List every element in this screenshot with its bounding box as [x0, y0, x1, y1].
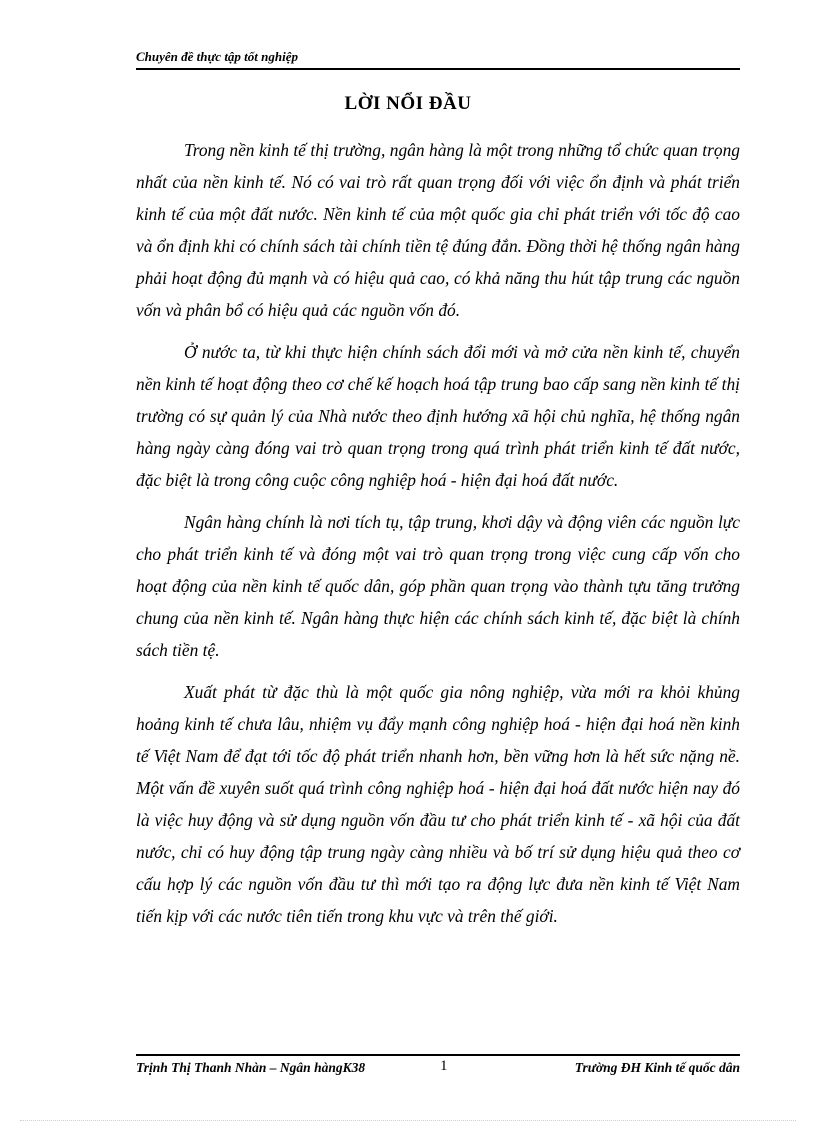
- paragraph: Ở nước ta, từ khi thực hiện chính sách đổi mới và mở cửa nền kinh tế, chuyển nền kinh tế hoạt động theo cơ chế kế hoạch hoá tập trung bao cấp sang nền kinh tế thị trường có sự quản lý của Nhà nước theo định hướng xã hội chủ nghĩa, hệ thống ngân hàng ngày càng đóng vai trò quan trọng trong quá trình phát triển kinh tế đất nước, đặc biệt là trong công cuộc công nghiệp hoá - hiện đại hoá đất nước.: [136, 342, 740, 490]
- footer-school: Trường ĐH Kinh tế quốc dân: [574, 1060, 740, 1075]
- document-body: [136, 134, 740, 942]
- paragraph: Ngân hàng chính là nơi tích tụ, tập trung, khơi dậy và động viên các nguồn lực cho phát triển kinh tế và đóng một vai trò quan trọng trong việc cung cấp vốn cho hoạt động của nền kinh tế quốc dân, góp phần quan trọng vào thành tựu tăng trưởng chung của nền kinh tế. Ngân hàng thực hiện các chính sách kinh tế, đặc biệt là chính sách tiền tệ.: [136, 512, 740, 660]
- page-footer: [136, 1054, 740, 1080]
- header-title: Chuyên đề thực tập tốt nghiệp: [136, 49, 298, 64]
- footer-author: Trịnh Thị Thanh Nhàn – Ngân hàngK38: [136, 1060, 366, 1075]
- paragraph: Xuất phát từ đặc thù là một quốc gia nông nghiệp, vừa mới ra khỏi khủng hoảng kinh tế chưa lâu, nhiệm vụ đẩy mạnh công nghiệp hoá - hiện đại hoá nền kinh tế Việt Nam để đạt tới tốc độ phát triển nhanh hơn, bền vững hơn là hết sức nặng nề. Một vấn đề xuyên suốt quá trình công nghiệp hoá - hiện đại hoá đất nước hiện nay đó là việc huy động và sử dụng nguồn vốn đầu tư cho phát triển kinh tế - xã hội của đất nước, chỉ có huy động tập trung ngày càng nhiều và bố trí sử dụng hiệu quả theo cơ cấu hợp lý các nguồn vốn đầu tư thì mới tạo ra động lực đưa nền kinh tế Việt Nam tiến kịp với các nước tiên tiến trong khu vực và trên thế giới.: [136, 682, 740, 926]
- document-title: LỜI NỔI ĐẦU: [344, 93, 472, 114]
- page-header: [136, 48, 740, 70]
- paragraph: Trong nền kinh tế thị trường, ngân hàng là một trong những tổ chức quan trọng nhất của nền kinh tế. Nó có vai trò rất quan trọng đối với việc ổn định và phát triển kinh tế của một đất nước. Nền kinh tế của một quốc gia chỉ phát triển với tốc độ cao và ổn định khi có chính sách tài chính tiền tệ đúng đắn. Đồng thời hệ thống ngân hàng phải hoạt động đủ mạnh và có hiệu quả cao, có khả năng thu hút tập trung các nguồn vốn và phân bổ có hiệu quả các nguồn vốn đó.: [136, 140, 740, 320]
- page-edge-divider: [20, 1120, 796, 1121]
- page-number: 1: [440, 1058, 448, 1074]
